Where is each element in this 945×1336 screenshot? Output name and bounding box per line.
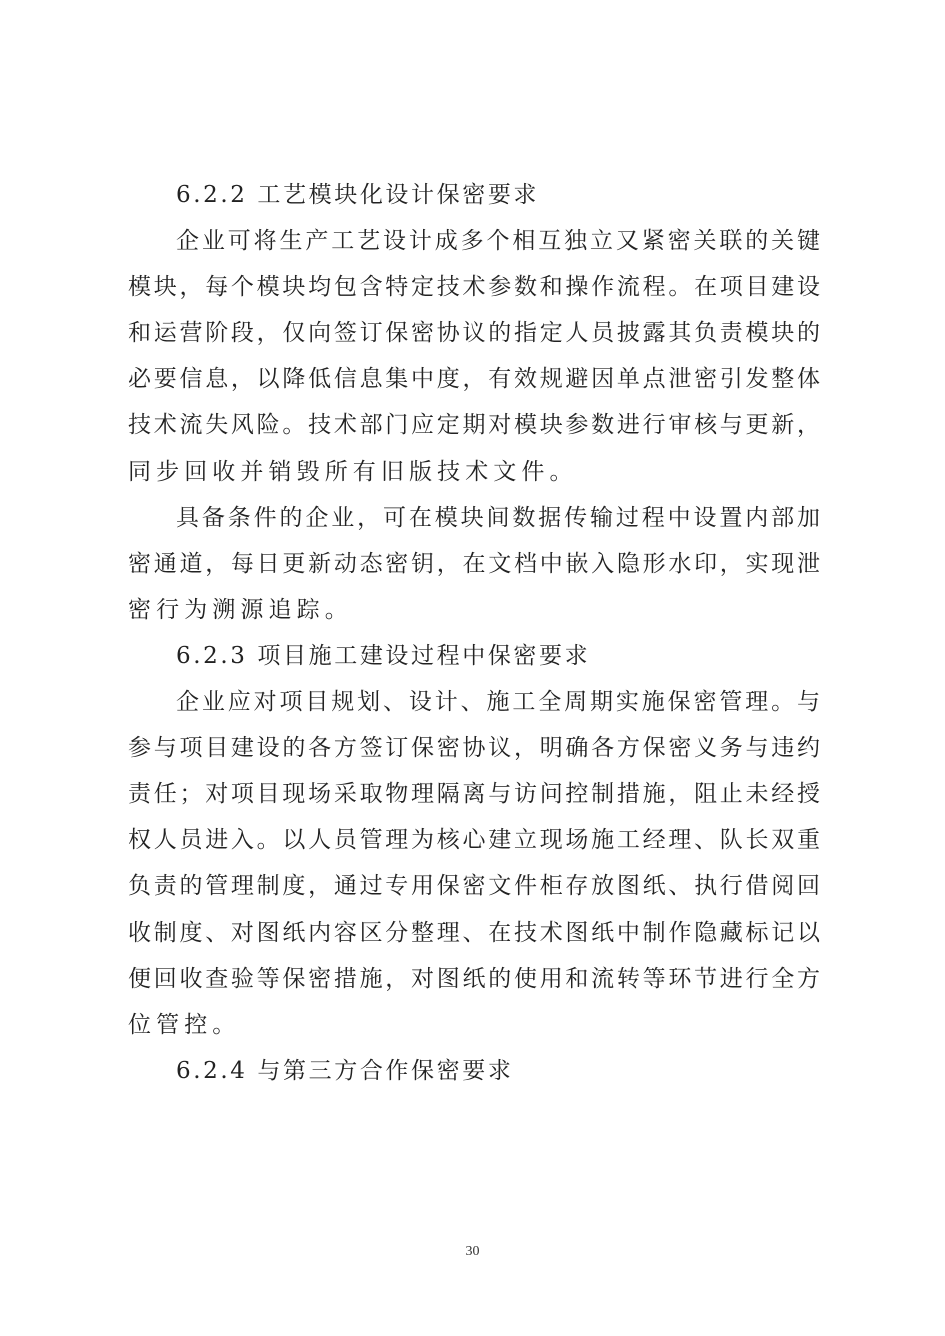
section-heading-6-2-4: 6.2.4 与第三方合作保密要求 bbox=[176, 1057, 514, 1084]
page-number: 30 bbox=[465, 1244, 480, 1259]
paragraph-line: 参与项目建设的各方签订保密协议，明确各方保密义务与违约 bbox=[128, 735, 820, 762]
paragraph-line: 权人员进入。以人员管理为核心建立现场施工经理、队长双重 bbox=[128, 827, 820, 854]
page-body bbox=[128, 172, 820, 1094]
paragraph-line: 模块，每个模块均包含特定技术参数和操作流程。在项目建设 bbox=[128, 274, 820, 301]
paragraph-line: 便回收查验等保密措施，对图纸的使用和流转等环节进行全方 bbox=[128, 965, 820, 992]
paragraph-line: 具备条件的企业，可在模块间数据传输过程中设置内部加 bbox=[176, 504, 820, 531]
paragraph-line: 技术流失风险。技术部门应定期对模块参数进行审核与更新， bbox=[128, 412, 820, 439]
paragraph-line: 收制度、对图纸内容区分整理、在技术图纸中制作隐藏标记以 bbox=[128, 919, 820, 946]
paragraph-line: 和运营阶段，仅向签订保密协议的指定人员披露其负责模块的 bbox=[128, 320, 820, 347]
paragraph-line: 同步回收并销毁所有旧版技术文件。 bbox=[128, 458, 578, 485]
paragraph-line: 密行为溯源追踪。 bbox=[128, 596, 353, 623]
paragraph-line: 企业可将生产工艺设计成多个相互独立又紧密关联的关键 bbox=[176, 228, 820, 255]
paragraph-line: 企业应对项目规划、设计、施工全周期实施保密管理。与 bbox=[176, 689, 820, 716]
paragraph-line: 位管控。 bbox=[128, 1011, 241, 1038]
paragraph-line: 密通道，每日更新动态密钥，在文档中嵌入隐形水印，实现泄 bbox=[128, 550, 820, 577]
paragraph-line: 负责的管理制度，通过专用保密文件柜存放图纸、执行借阅回 bbox=[128, 873, 820, 900]
section-heading-6-2-3: 6.2.3 项目施工建设过程中保密要求 bbox=[176, 642, 591, 669]
section-heading-6-2-2: 6.2.2 工艺模块化设计保密要求 bbox=[176, 182, 540, 208]
paragraph-line: 必要信息，以降低信息集中度，有效规避因单点泄密引发整体 bbox=[128, 366, 820, 393]
paragraph-line: 责任；对项目现场采取物理隔离与访问控制措施，阻止未经授 bbox=[128, 781, 820, 808]
